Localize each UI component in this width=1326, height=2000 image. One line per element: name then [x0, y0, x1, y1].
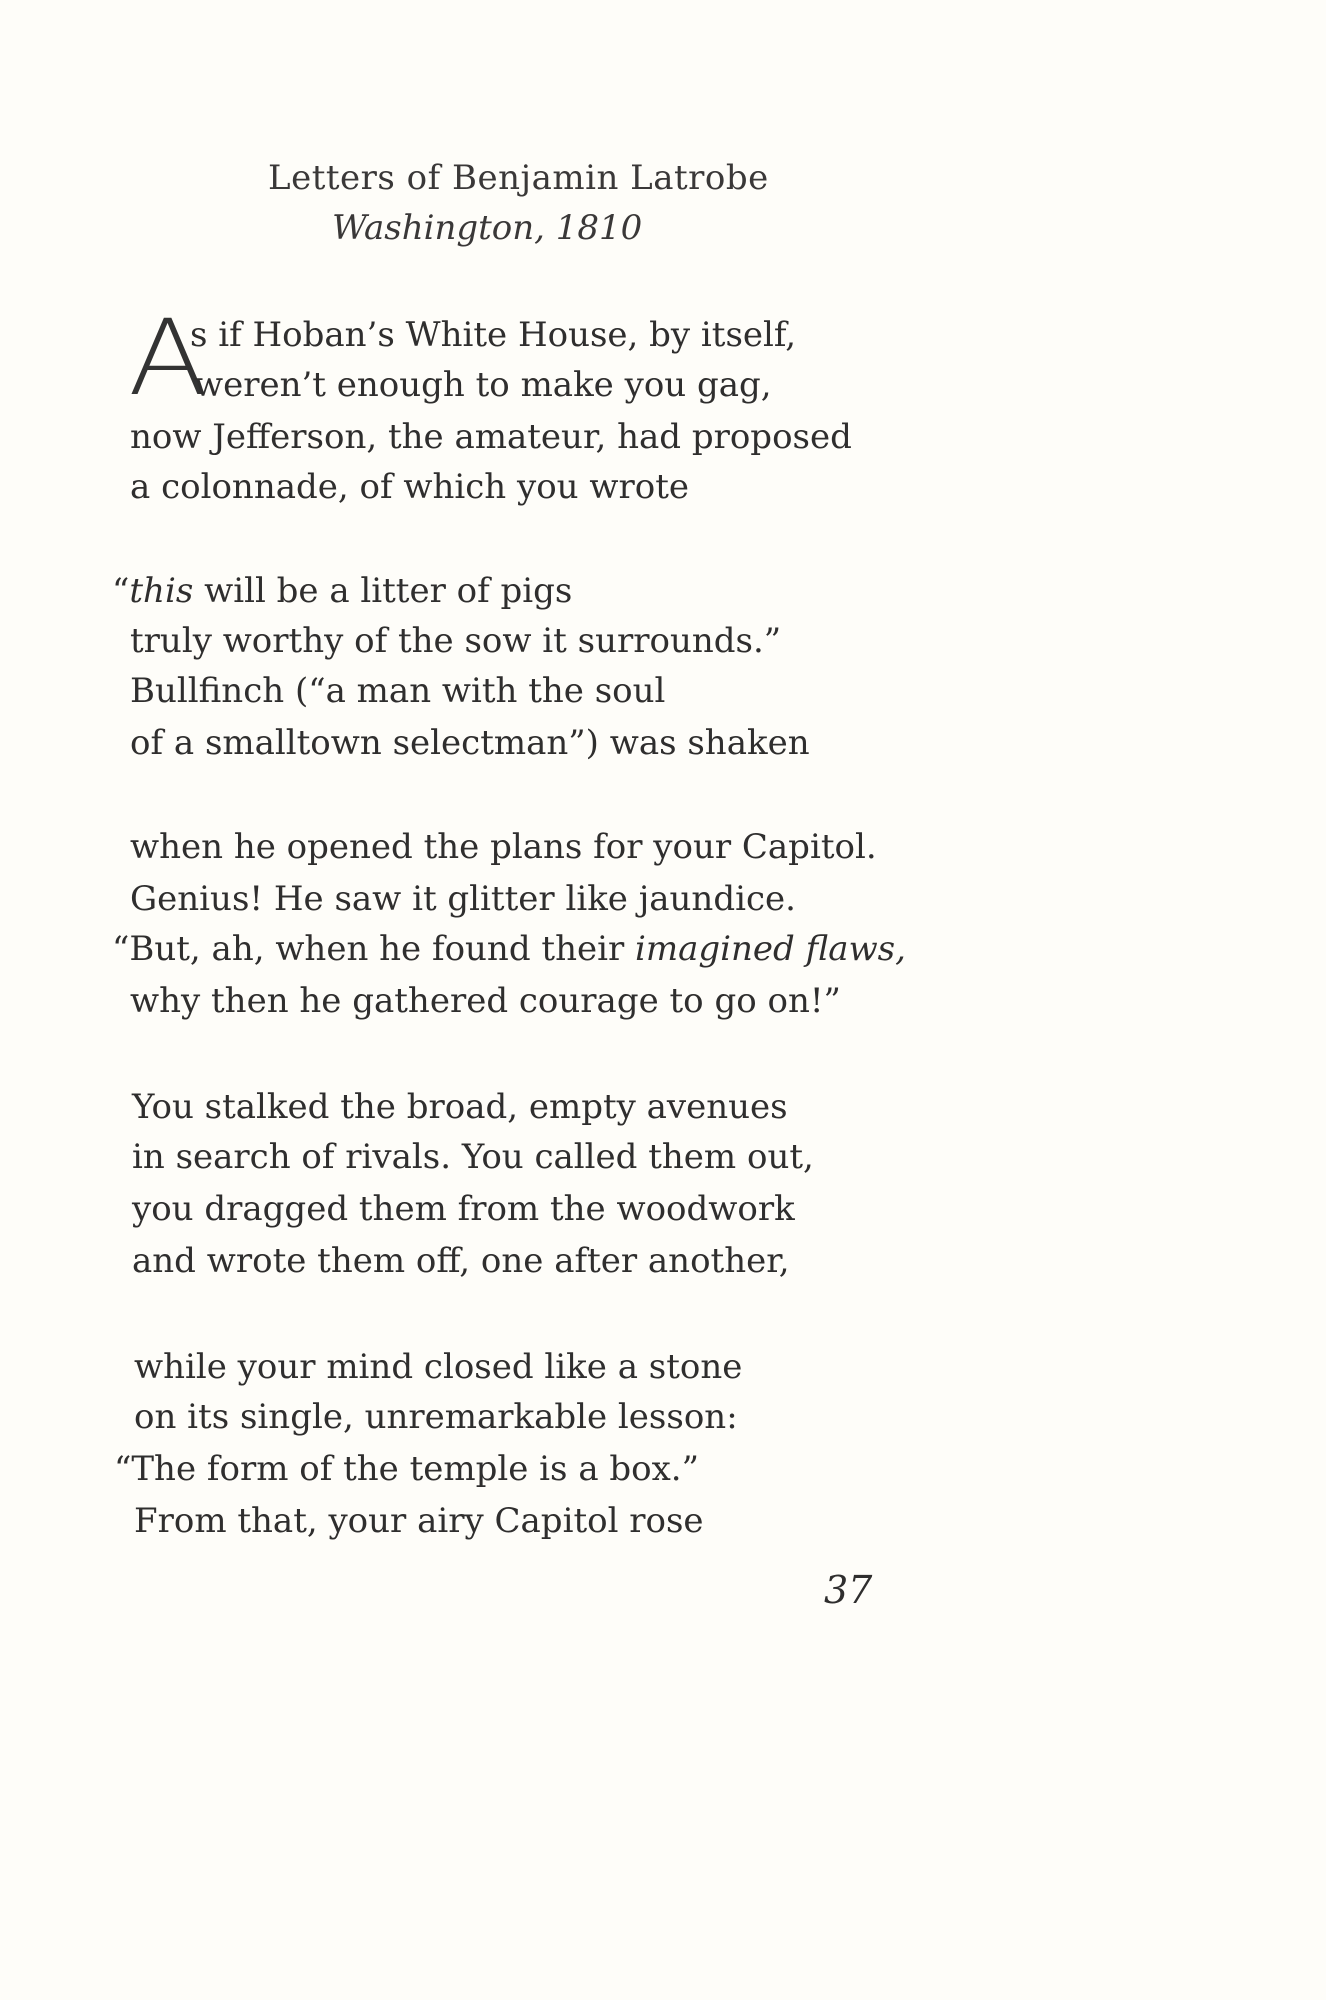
italic-word: this	[129, 571, 194, 611]
italic-phrase: imagined flaws,	[635, 929, 906, 969]
poem-line: in search of rivals. You called them out,	[132, 1137, 814, 1177]
poem-line: while your mind closed like a stone	[134, 1347, 743, 1387]
poem-line: a colonnade, of which you wrote	[130, 467, 689, 507]
line-text: “But, ah, when he found their	[112, 929, 636, 969]
poem-line: you dragged them from the woodwork	[132, 1189, 795, 1229]
poem-line: now Jefferson, the amateur, had proposed	[130, 417, 852, 457]
poem-line: From that, your airy Capitol rose	[134, 1501, 704, 1541]
poem-line: on its single, unremarkable lesson:	[134, 1397, 738, 1437]
poem-subtitle: Washington, 1810	[332, 208, 643, 248]
poem-line: s if Hoban’s White House, by itself,	[190, 315, 797, 355]
poem-line: You stalked the broad, empty avenues	[132, 1087, 788, 1127]
open-quote: “	[112, 571, 130, 611]
poem-title: Letters of Benjamin Latrobe	[268, 158, 769, 198]
poem-line	[112, 929, 906, 969]
poem-line: Bullfinch (“a man with the soul	[130, 671, 666, 711]
poem-line: weren’t enough to make you gag,	[194, 365, 772, 405]
page-number: 37	[824, 1568, 873, 1612]
poem-line: truly worthy of the sow it surrounds.”	[130, 621, 782, 661]
drop-cap: A	[128, 297, 208, 419]
poem-line: and wrote them off, one after another,	[132, 1241, 790, 1281]
poem-line	[112, 571, 573, 611]
poem-line: “The form of the temple is a box.”	[114, 1449, 699, 1489]
poem-line: when he opened the plans for your Capitol.	[130, 827, 877, 867]
poem-line: Genius! He saw it glitter like jaundice.	[130, 879, 796, 919]
poem-line: why then he gathered courage to go on!”	[130, 981, 841, 1021]
poem-line: of a smalltown selectman”) was shaken	[130, 723, 810, 763]
line-text: will be a litter of pigs	[193, 571, 573, 611]
